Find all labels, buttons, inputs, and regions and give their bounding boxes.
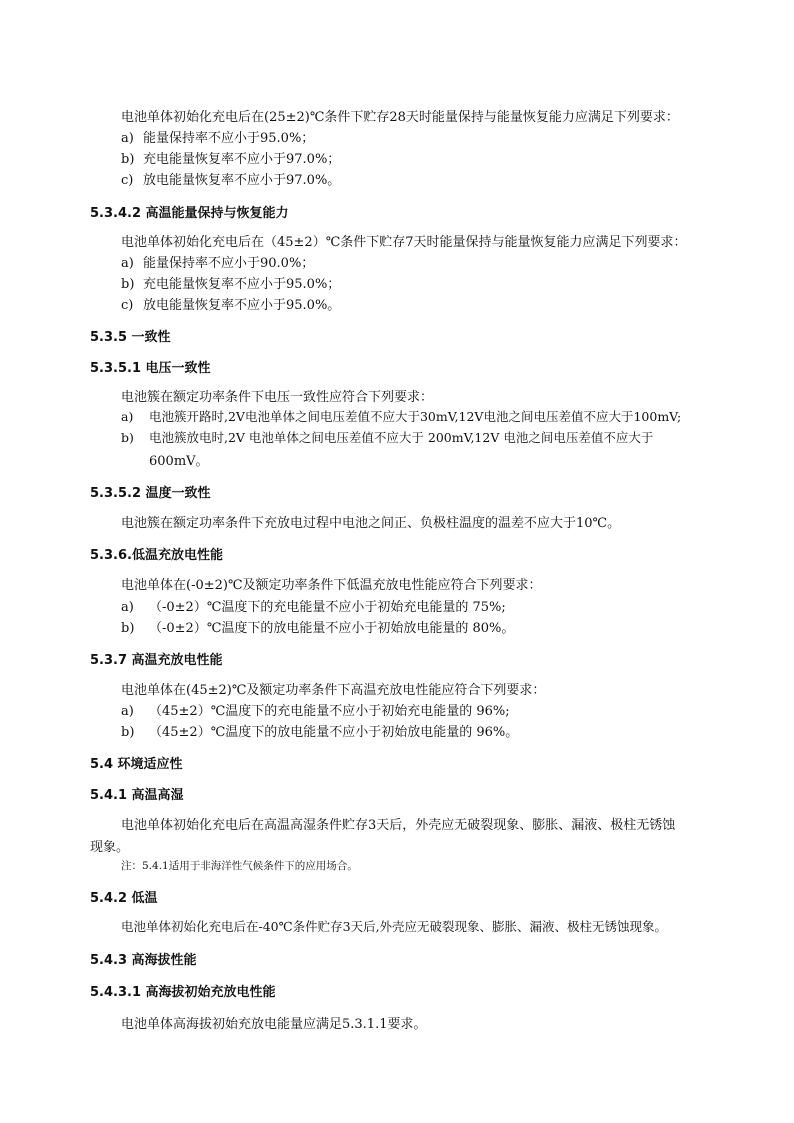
- list-marker: a): [121, 131, 134, 146]
- section-heading: 5.3.4.2 高温能量保持与恢复能力: [90, 206, 289, 221]
- list-text: 电池簇开路时,2V电池单体之间电压差值不应大于30mV,12V电池之间电压差值不应大于100mV;: [149, 409, 682, 424]
- list-text: （45±2）℃温度下的充电能量不应小于初始充电能量的 96%;: [149, 704, 510, 719]
- list-text: 能量保持率不应小于90.0%；: [143, 256, 315, 271]
- paragraph: 电池单体初始化充电后在高温高湿条件贮存3天后，外壳应无破裂现象、膨胀、漏液、极柱无锈蚀: [121, 818, 676, 833]
- list-item: [121, 169, 340, 188]
- section-heading: 5.3.5.2 温度一致性: [90, 486, 211, 501]
- list-text-continuation: 600mV。: [149, 454, 209, 469]
- list-text: 充电能量恢复率不应小于97.0%；: [143, 152, 341, 167]
- list-marker: b): [121, 430, 134, 445]
- paragraph: 电池单体初始化充电后在（45±2）℃条件下贮存7天时能量保持与能量恢复能力应满足下列要求：: [121, 235, 687, 250]
- section-heading: 5.4 环境适应性: [90, 757, 183, 772]
- list-marker: a): [121, 256, 134, 271]
- list-item: [121, 721, 518, 740]
- section-heading: 5.3.5 一致性: [90, 330, 171, 345]
- section-heading: 5.3.6.低温充放电性能: [90, 548, 223, 563]
- list-item: [121, 148, 340, 167]
- paragraph: 电池单体在(-0±2)℃及额定功率条件下低温充放电性能应符合下列要求：: [121, 578, 542, 593]
- list-item: [121, 407, 681, 425]
- list-marker: c): [121, 173, 134, 188]
- paragraph: 电池单体高海拔初始充放电能量应满足5.3.1.1要求。: [121, 1017, 427, 1032]
- list-marker: a): [121, 409, 134, 424]
- list-text: 能量保持率不应小于95.0%；: [143, 131, 315, 146]
- list-item: [121, 273, 340, 292]
- paragraph-continuation: 现象。: [90, 840, 130, 855]
- paragraph: 电池单体在(45±2)℃及额定功率条件下高温充放电性能应符合下列要求：: [121, 683, 546, 698]
- list-marker: b): [121, 277, 135, 292]
- section-heading: 5.4.3 高海拔性能: [90, 953, 197, 968]
- paragraph: 电池单体初始化充电后在(25±2)℃条件下贮存28天时能量保持与能量恢复能力应满足下列要求：: [121, 110, 679, 125]
- section-heading: 5.4.3.1 高海拔初始充放电性能: [90, 985, 276, 1000]
- list-item: [121, 428, 653, 446]
- paragraph: 电池单体初始化充电后在-40℃条件贮存3天后,外壳应无破裂现象、膨胀、漏液、极柱无锈蚀现象。: [121, 919, 668, 934]
- list-text: （45±2）℃温度下的放电能量不应小于初始放电能量的 96%。: [149, 725, 519, 740]
- section-heading: 5.4.2 低温: [90, 891, 158, 906]
- list-item: [121, 700, 510, 719]
- list-marker: c): [121, 298, 134, 313]
- list-text: 放电能量恢复率不应小于97.0%。: [143, 173, 341, 188]
- list-item: [121, 617, 514, 636]
- list-marker: b): [121, 152, 135, 167]
- list-marker: b): [121, 621, 135, 636]
- list-text: 放电能量恢复率不应小于95.0%。: [143, 298, 341, 313]
- section-heading: 5.3.5.1 电压一致性: [90, 361, 211, 376]
- list-text: 充电能量恢复率不应小于95.0%；: [143, 277, 341, 292]
- list-text: （-0±2）℃温度下的放电能量不应小于初始放电能量的 80%。: [149, 621, 515, 636]
- list-text: 电池簇放电时,2V 电池单体之间电压差值不应大于 200mV,12V 电池之间电压差值不应大于: [149, 430, 654, 445]
- list-marker: b): [121, 725, 135, 740]
- list-marker: a): [121, 600, 134, 615]
- list-text: （-0±2）℃温度下的充电能量不应小于初始充电能量的 75%;: [149, 600, 506, 615]
- list-item: [121, 127, 314, 146]
- list-item: [121, 252, 314, 271]
- section-heading: 5.3.7 高温充放电性能: [90, 653, 223, 668]
- section-heading: 5.4.1 高温高湿: [90, 788, 184, 803]
- list-item: [121, 596, 506, 615]
- paragraph: 电池簇在额定功率条件下电压一致性应符合下列要求：: [121, 390, 434, 405]
- note: 注：5.4.1适用于非海洋性气候条件下的应用场合。: [121, 860, 358, 872]
- list-item: [121, 294, 340, 313]
- paragraph: 电池簇在额定功率条件下充放电过程中电池之间正、负极柱温度的温差不应大于10℃。: [121, 516, 621, 531]
- list-marker: a): [121, 704, 134, 719]
